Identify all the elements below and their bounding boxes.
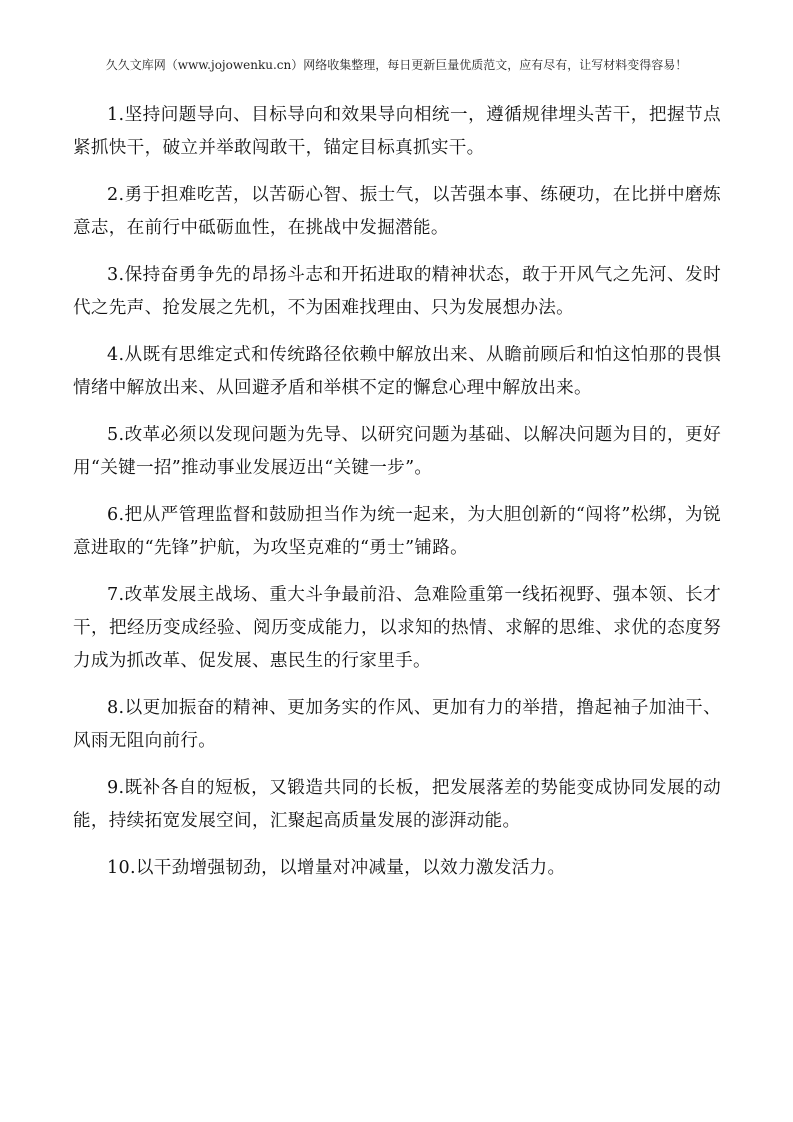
page-header: 久久文库网（www.jojowenku.cn）网络收集整理，每日更新巨量优质范文，应有尽有，让写材料变得容易！ (105, 58, 688, 72)
paragraph-1: 1.坚持问题导向、目标导向和效果导向相统一，遵循规律埋头苦干，把握节点紧抓快干，破立并举敢闯敢干，锚定目标真抓实干。 (73, 105, 721, 158)
paragraph-6: 6.把从严管理监督和鼓励担当作为统一起来，为大胆创新的“闯将”松绑，为锐意进取的“先锋”护航，为攻坚克难的“勇士”铺路。 (73, 505, 721, 558)
paragraph-7: 7.改革发展主战场、重大斗争最前沿、急难险重第一线拓视野、强本领、长才干，把经历变成经验、阅历变成能力，以求知的热情、求解的思维、求优的态度努力成为抓改革、促发展、惠民生的行家里手。 (73, 585, 721, 671)
paragraph-5: 5.改革必须以发现问题为先导、以研究问题为基础、以解决问题为目的，更好用“关键一招”推动事业发展迈出“关键一步”。 (73, 425, 721, 478)
document-body (73, 99, 721, 899)
paragraph-8: 8.以更加振奋的精神、更加务实的作风、更加有力的举措，撸起袖子加油干、风雨无阻向前行。 (73, 698, 721, 751)
paragraph-3: 3.保持奋勇争先的昂扬斗志和开拓进取的精神状态，敢于开风气之先河、发时代之先声、抢发展之先机，不为困难找理由、只为发展想办法。 (73, 265, 721, 318)
paragraph-4: 4.从既有思维定式和传统路径依赖中解放出来、从瞻前顾后和怕这怕那的畏惧情绪中解放出来、从回避矛盾和举棋不定的懈怠心理中解放出来。 (73, 345, 721, 398)
paragraph-2: 2.勇于担难吃苦，以苦砺心智、振士气，以苦强本事、练硬功，在比拼中磨炼意志，在前行中砥砺血性，在挑战中发掘潜能。 (73, 185, 721, 238)
paragraph-9: 9.既补各自的短板，又锻造共同的长板，把发展落差的势能变成协同发展的动能，持续拓宽发展空间，汇聚起高质量发展的澎湃动能。 (73, 778, 721, 831)
paragraph-10: 10.以干劲增强韧劲，以增量对冲减量，以效力激发活力。 (107, 858, 566, 878)
